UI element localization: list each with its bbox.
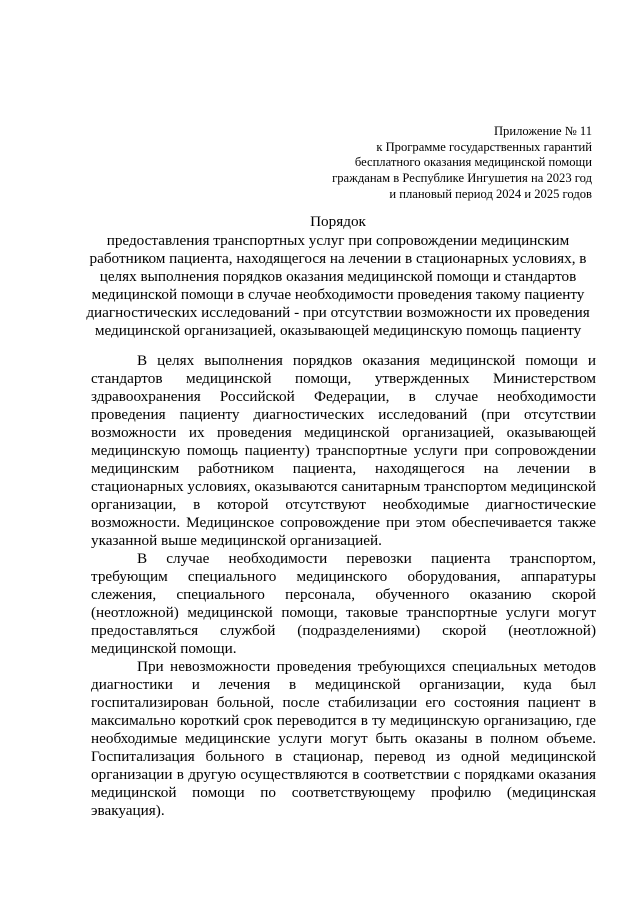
body-paragraph: В целях выполнения порядков оказания медицинской помощи и стандартов медицинской помощи, утвержденных Министерством здравоохранения Российской Федерации, в случае необходимости проведения пациенту диагностических исследований (при отсутствии возможности их проведения медицинской организацией, оказывающей медицинскую помощь пациенту) транспортные услуги при сопровождении медицинским работником пациента, находящегося на лечении в стационарных условиях, оказываются санитарным транспортом медицинской организации, в которой отсутствуют необходимые диагностические возможности. Медицинское сопровождение при этом обеспечивается также указанной выше медицинской организацией. [91,352,596,549]
document-body [91,352,596,820]
title-line: медицинской организацией, оказывающей медицинскую помощь пациенту [94,322,582,339]
body-paragraph: В случае необходимости перевозки пациента транспортом, требующим специального медицинского оборудования, аппаратуры слежения, специального персонала, обученного оказанию скорой (неотложной) медицинской помощи, таковые транспортные услуги могут предоставляться службой (подразделениями) скорой (неотложной) медицинской помощи. [91,550,596,657]
appendix-header [232,124,592,203]
body-paragraph: При невозможности проведения требующихся специальных методов диагностики и лечения в медицинской организации, куда был госпитализирован больной, после стабилизации его состояния пациент в максимально короткий срок переводится в ту медицинскую организацию, где необходимые медицинские услуги могут быть оказаны в полном объеме. Госпитализация больного в стационар, перевод из одной медицинской организации в другую осуществляются в соответствии с порядками оказания медицинской помощи по соответствующему профилю (медицинская эвакуация). [91,658,596,819]
title-line: целях выполнения порядков оказания медицинской помощи и стандартов [99,268,577,285]
appendix-line: бесплатного оказания медицинской помощи [354,155,592,170]
document-title [80,213,596,340]
title-line: предоставления транспортных услуг при сопровождении медицинским [106,232,570,249]
title-main: Порядок [310,213,366,230]
appendix-number: Приложение № 11 [493,124,592,138]
title-line: медицинской помощи в случае необходимости проведения такому пациенту [91,286,585,303]
appendix-line: гражданам в Республике Ингушетия на 2023 год [332,171,592,186]
title-line: диагностических исследований - при отсутствии возможности их проведения [86,304,590,321]
appendix-line: и плановый период 2024 и 2025 годов [389,186,592,201]
appendix-line: к Программе государственных гарантий [376,139,592,154]
title-line: работником пациента, находящегося на лечении в стационарных условиях, в [89,250,587,267]
